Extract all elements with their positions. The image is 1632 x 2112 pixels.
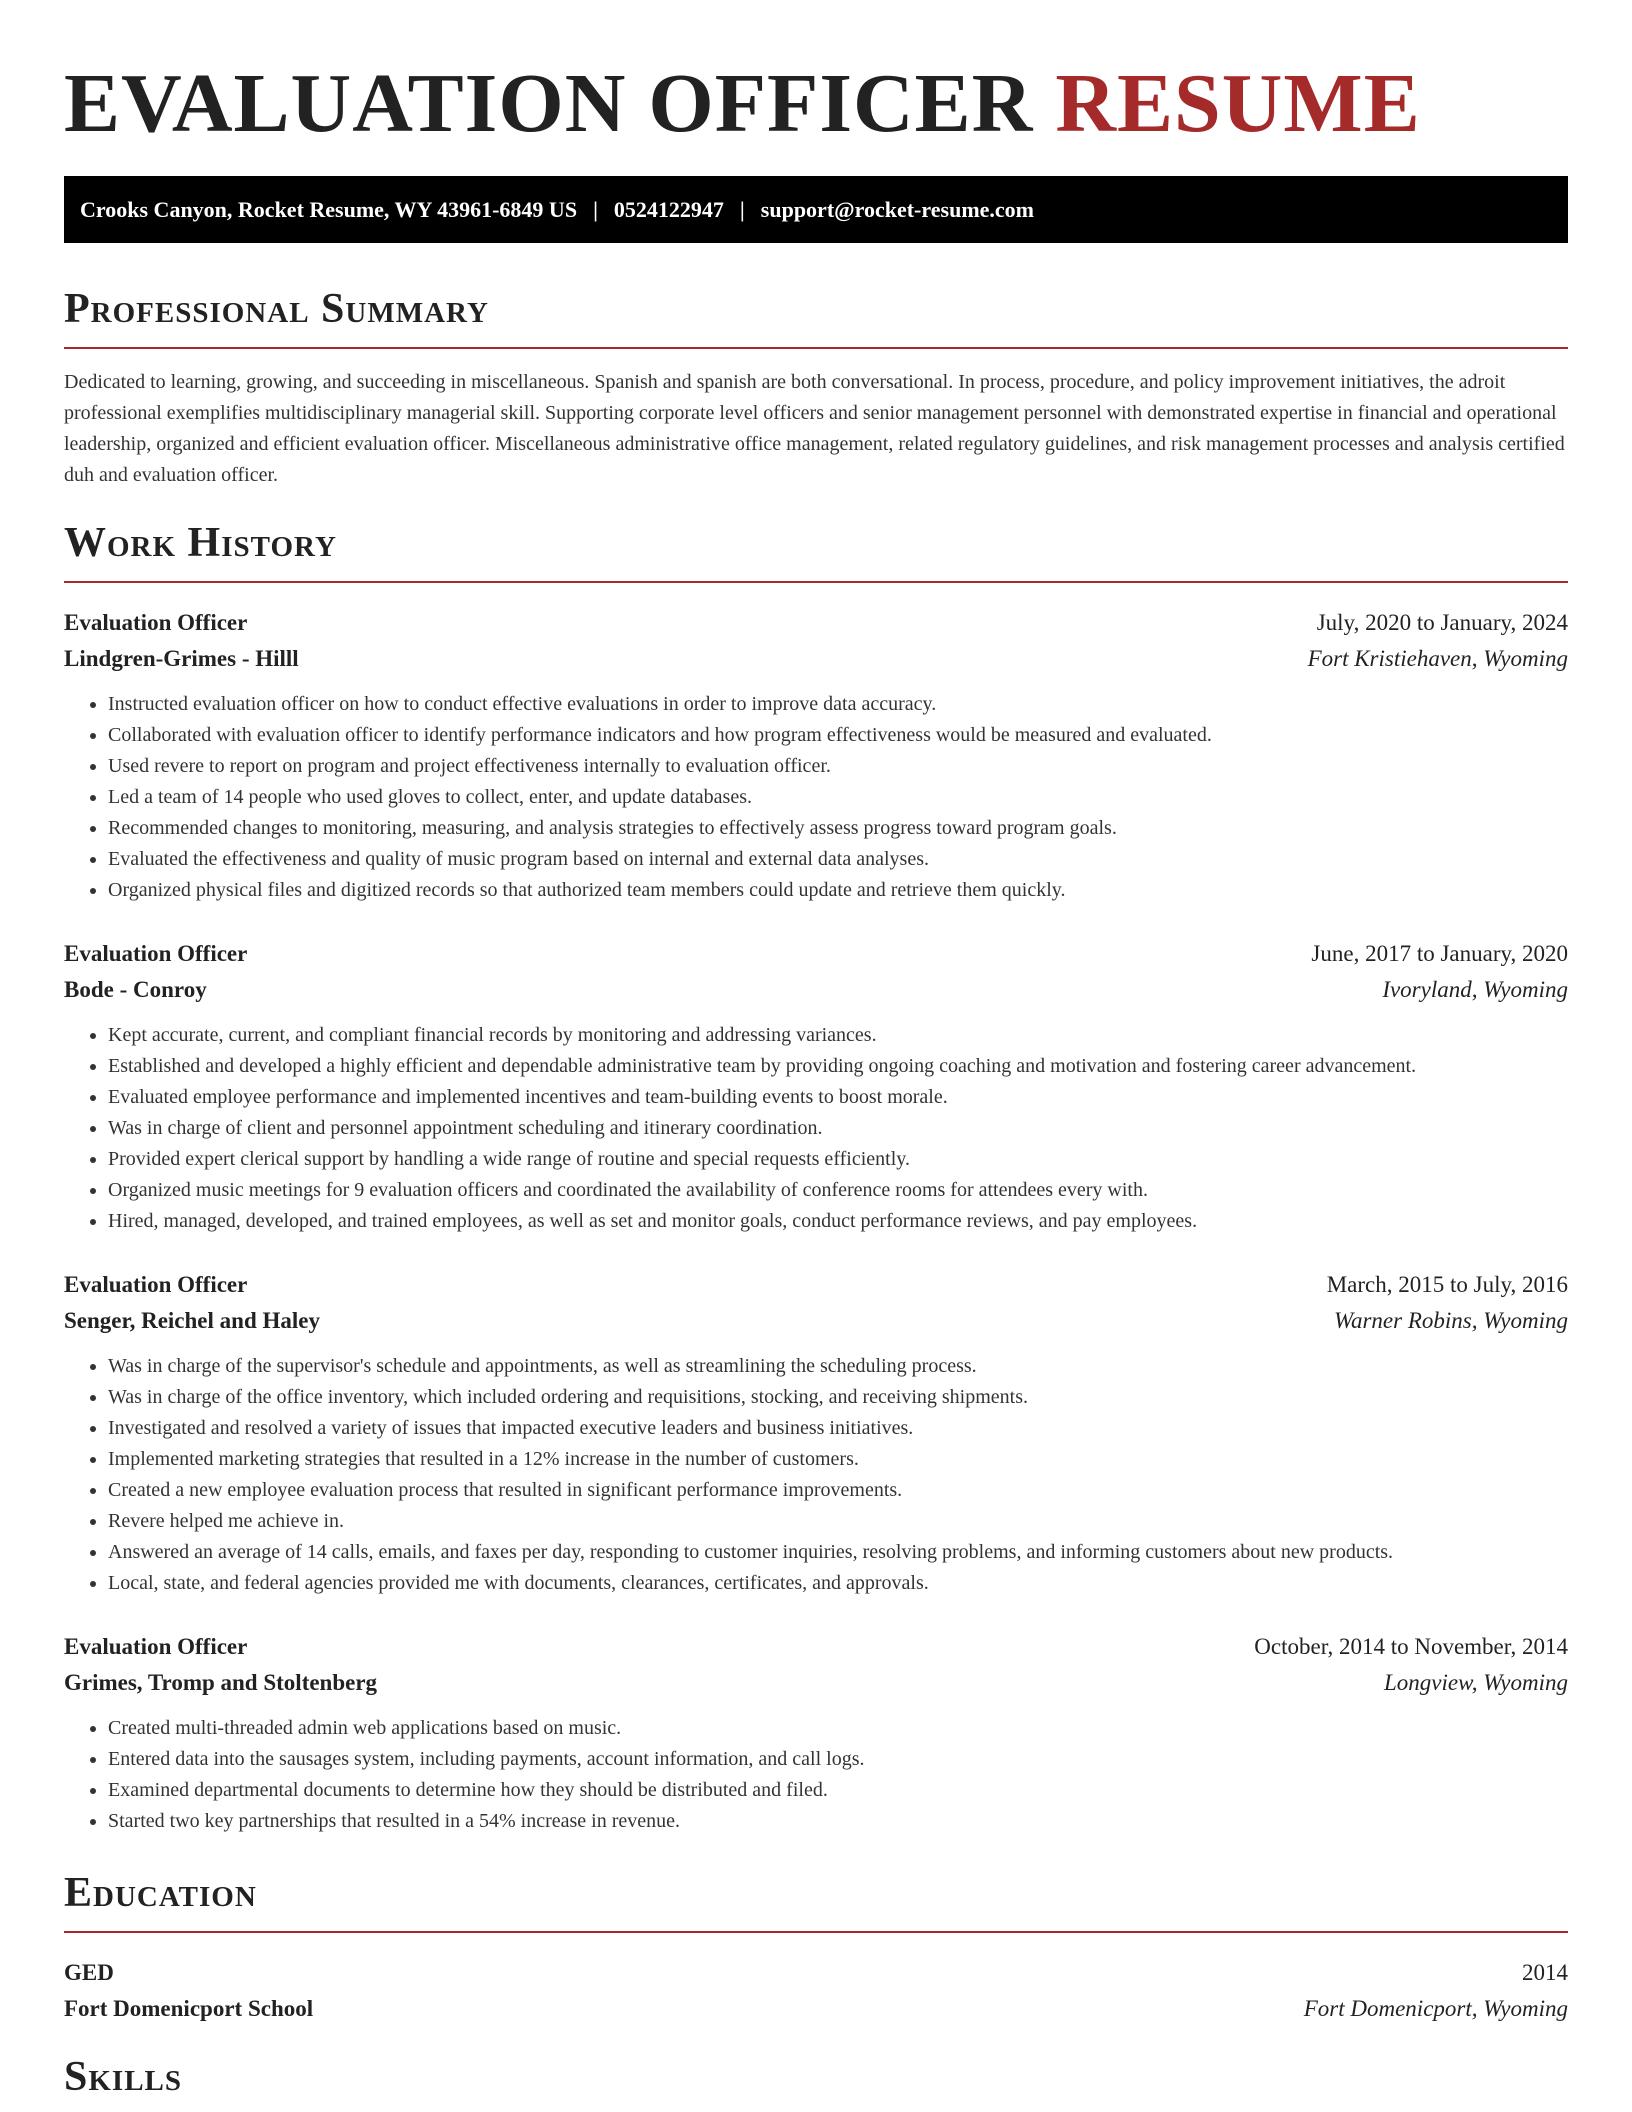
job-entry bbox=[64, 1629, 1568, 1837]
job-bullets bbox=[64, 689, 1568, 906]
resume-title-accent: RESUME bbox=[1055, 57, 1421, 150]
job-title: Evaluation Officer bbox=[64, 941, 248, 966]
job-title: Evaluation Officer bbox=[64, 610, 248, 635]
job-location: Ivoryland, Wyoming bbox=[1382, 977, 1568, 1002]
job-bullet: • Was in charge of client and personnel appointment scheduling and itinerary coordination. bbox=[108, 1113, 1568, 1144]
job-bullet: • Led a team of 14 people who used gloves to collect, enter, and update databases. bbox=[108, 782, 1568, 813]
education-section bbox=[64, 1869, 1568, 2027]
job-bullet: • Evaluated employee performance and implemented incentives and team-building events to boost morale. bbox=[108, 1082, 1568, 1113]
job-company: Grimes, Tromp and Stoltenberg bbox=[64, 1670, 378, 1695]
job-bullet: • Hired, managed, developed, and trained employees, as well as set and monitor goals, conduct performance reviews, and pay employees. bbox=[108, 1206, 1568, 1237]
work-history-section bbox=[64, 519, 1568, 1837]
education-entry bbox=[64, 1955, 1568, 2027]
job-company-row bbox=[64, 641, 1568, 677]
job-bullet: • Created a new employee evaluation process that resulted in significant performance improvements. bbox=[108, 1475, 1568, 1506]
job-header-row bbox=[64, 605, 1568, 641]
contact-address: Crooks Canyon, Rocket Resume, WY 43961-6849 US bbox=[80, 196, 578, 222]
job-bullet: • Used revere to report on program and project effectiveness internally to evaluation officer. bbox=[108, 751, 1568, 782]
education-degree: GED bbox=[64, 1960, 114, 1985]
job-location: Warner Robins, Wyoming bbox=[1333, 1308, 1568, 1333]
job-header-row bbox=[64, 1629, 1568, 1665]
job-bullet: • Investigated and resolved a variety of issues that impacted executive leaders and business initiatives. bbox=[108, 1413, 1568, 1444]
job-header-row bbox=[64, 936, 1568, 972]
section-heading: Professional Summary bbox=[64, 286, 489, 332]
job-bullet: • Local, state, and federal agencies provided me with documents, clearances, certificates, and approvals. bbox=[108, 1568, 1568, 1599]
job-bullet: • Evaluated the effectiveness and quality of music program based on internal and external data analyses. bbox=[108, 844, 1568, 875]
job-company: Bode - Conroy bbox=[64, 977, 207, 1002]
job-bullet: • Established and developed a highly efficient and dependable administrative team by providing ongoing coaching and motivation and fostering career advancement. bbox=[108, 1051, 1568, 1082]
job-bullet: • Examined departmental documents to determine how they should be distributed and filed. bbox=[108, 1775, 1568, 1806]
skills-section bbox=[64, 2053, 1568, 2101]
contact-bar bbox=[64, 176, 1568, 243]
section-heading: Skills bbox=[64, 2054, 183, 2100]
job-bullet: • Implemented marketing strategies that resulted in a 12% increase in the number of customers. bbox=[108, 1444, 1568, 1475]
job-bullet: • Created multi-threaded admin web applications based on music. bbox=[108, 1713, 1568, 1744]
education-school: Fort Domenicport School bbox=[64, 1996, 314, 2021]
resume-title bbox=[64, 58, 1568, 150]
resume-page bbox=[64, 58, 1568, 2101]
job-dates: October, 2014 to November, 2014 bbox=[1254, 1634, 1568, 1659]
job-dates: March, 2015 to July, 2016 bbox=[1326, 1272, 1568, 1297]
resume-title-main: EVALUATION OFFICER bbox=[64, 57, 1034, 150]
job-bullet: • Was in charge of the supervisor's schedule and appointments, as well as streamlining the scheduling process. bbox=[108, 1351, 1568, 1382]
education-header-row bbox=[64, 1955, 1568, 1991]
job-bullet: • Organized physical files and digitized records so that authorized team members could update and retrieve them quickly. bbox=[108, 875, 1568, 906]
job-bullet: • Collaborated with evaluation officer to identify performance indicators and how program effectiveness would be measured and evaluated. bbox=[108, 720, 1568, 751]
job-bullet: • Entered data into the sausages system, including payments, account information, and call logs. bbox=[108, 1744, 1568, 1775]
job-title: Evaluation Officer bbox=[64, 1634, 248, 1659]
section-heading: Education bbox=[64, 1870, 257, 1916]
job-bullet: • Instructed evaluation officer on how to conduct effective evaluations in order to improve data accuracy. bbox=[108, 689, 1568, 720]
job-entry bbox=[64, 1267, 1568, 1599]
job-company-row bbox=[64, 1665, 1568, 1701]
job-company: Senger, Reichel and Haley bbox=[64, 1308, 320, 1333]
job-company-row bbox=[64, 972, 1568, 1008]
education-year: 2014 bbox=[1522, 1960, 1568, 1985]
job-bullet: • Kept accurate, current, and compliant financial records by monitoring and addressing variances. bbox=[108, 1020, 1568, 1051]
job-bullet: • Revere helped me achieve in. bbox=[108, 1506, 1568, 1537]
job-bullets bbox=[64, 1713, 1568, 1837]
job-bullets bbox=[64, 1351, 1568, 1599]
section-divider bbox=[64, 347, 1568, 349]
job-bullet: • Was in charge of the office inventory, which included ordering and requisitions, stocking, and receiving shipments. bbox=[108, 1382, 1568, 1413]
job-header-row bbox=[64, 1267, 1568, 1303]
job-dates: July, 2020 to January, 2024 bbox=[1316, 610, 1568, 635]
contact-separator: | bbox=[739, 196, 745, 222]
section-divider bbox=[64, 1931, 1568, 1933]
contact-email[interactable]: support@rocket-resume.com bbox=[760, 196, 1034, 222]
job-bullet: • Organized music meetings for 9 evaluation officers and coordinated the availability of conference rooms for attendees every with. bbox=[108, 1175, 1568, 1206]
summary-text: Dedicated to learning, growing, and succeeding in miscellaneous. Spanish and spanish are both conversational. In process, procedure, and policy improvement initiatives, the adroit professional exemplifies multidisciplinary managerial skill. Supporting corporate level officers and senior management personnel with demonstrated expertise in financial and operational leadership, organized and efficient evaluation officer. Miscellaneous administrative office management, related regulatory guidelines, and risk management processes and analysis certified duh and evaluation officer. bbox=[64, 371, 1565, 486]
job-title: Evaluation Officer bbox=[64, 1272, 248, 1297]
contact-phone[interactable]: 0524122947 bbox=[613, 196, 724, 222]
job-bullet: • Provided expert clerical support by handling a wide range of routine and special requests efficiently. bbox=[108, 1144, 1568, 1175]
section-heading: Work History bbox=[64, 520, 337, 566]
section-divider bbox=[64, 581, 1568, 583]
job-bullets bbox=[64, 1020, 1568, 1237]
job-entry bbox=[64, 936, 1568, 1237]
education-school-row bbox=[64, 1991, 1568, 2027]
contact-separator: | bbox=[593, 196, 598, 222]
job-entry bbox=[64, 605, 1568, 906]
professional-summary-section bbox=[64, 285, 1568, 491]
job-location: Longview, Wyoming bbox=[1384, 1670, 1568, 1695]
job-bullet: • Answered an average of 14 calls, emails, and faxes per day, responding to customer inquiries, resolving problems, and informing customers about new products. bbox=[108, 1537, 1568, 1568]
job-location: Fort Kristiehaven, Wyoming bbox=[1307, 646, 1568, 671]
job-dates: June, 2017 to January, 2020 bbox=[1311, 941, 1568, 966]
job-company: Lindgren-Grimes - Hilll bbox=[64, 646, 299, 671]
job-company-row bbox=[64, 1303, 1568, 1339]
job-bullet: • Recommended changes to monitoring, measuring, and analysis strategies to effectively assess progress toward program goals. bbox=[108, 813, 1568, 844]
job-bullet: • Started two key partnerships that resulted in a 54% increase in revenue. bbox=[108, 1806, 1568, 1837]
education-location: Fort Domenicport, Wyoming bbox=[1303, 1996, 1568, 2021]
